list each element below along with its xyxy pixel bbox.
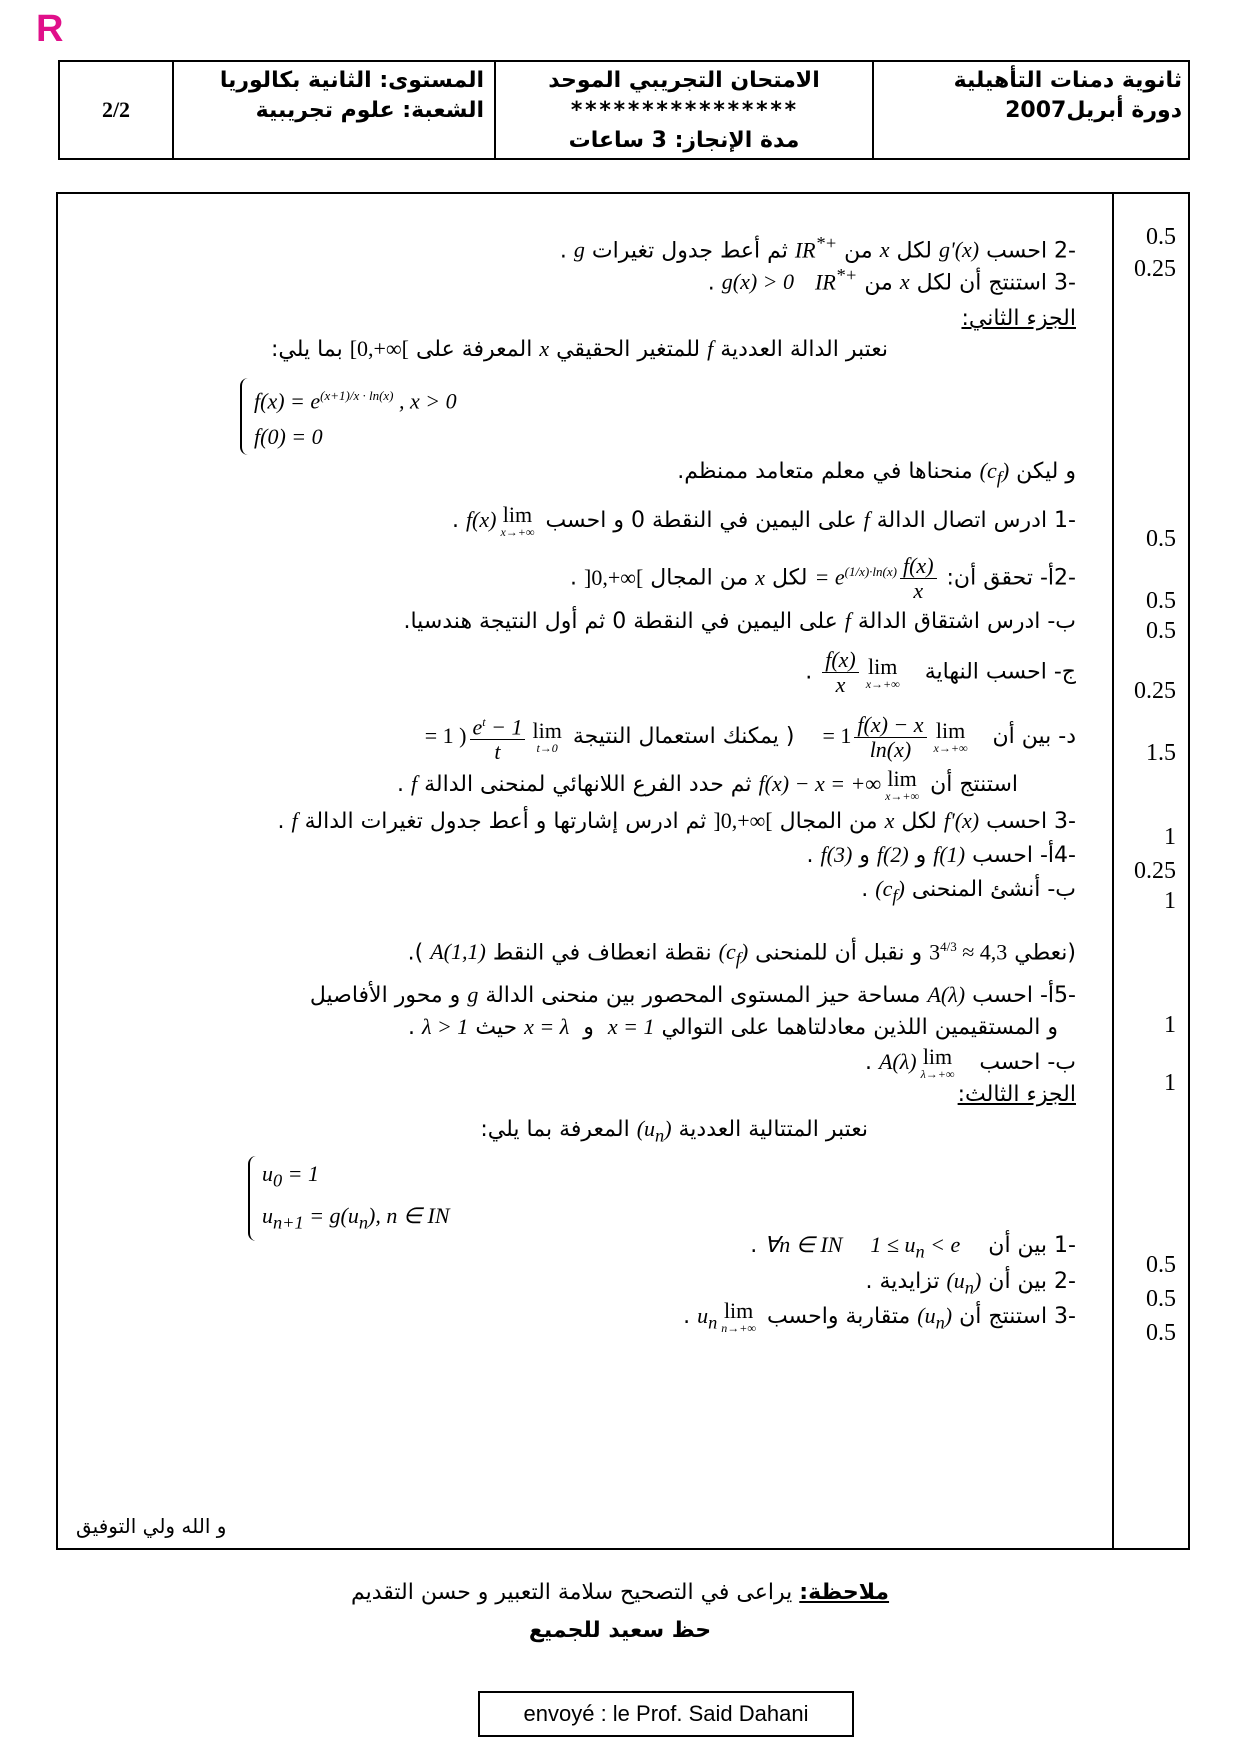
session: دورة أبريل2007 [1005, 98, 1182, 123]
closing-line: و الله ولي التوفيق [76, 1514, 227, 1538]
good-luck: حظ سعيد للجميع [528, 1618, 712, 1643]
p2-question-2c: ج- احسب النهاية lim x→+∞ $\frac{f(x)}{x}$ . [805, 647, 1076, 697]
stars-divider: **************** [570, 98, 798, 123]
p2-question-5a: -5أ- احسب A(λ) مساحة حيز المستوى المحصور بين منحنى الدالة g و محور الأفاصيل [309, 982, 1076, 1008]
p1-question-3: -3 استنتج أن لكل x من IR*+ g(x) > 0 . [707, 265, 1076, 296]
exam-body [56, 192, 1190, 1550]
correction-note [0, 1580, 1240, 1605]
p2-intro: نعتبر الدالة العددية f للمتغير الحقيقي x المعرفة على [0,+∞[ بما يلي: [271, 336, 888, 362]
level-label: المستوى: الثانية بكالوريا [219, 68, 484, 93]
exam-header [58, 60, 1190, 160]
p2-question-3: -3 احسب f'(x) لكل x من المجال ]0,+∞[ ثم ادرس إشارتها و أعط جدول تغيرات الدالة f . [277, 808, 1076, 834]
points-value: 1.5 [1146, 740, 1176, 766]
points-value: 1 [1164, 1070, 1176, 1096]
footer-credit: envoyé : le Prof. Said Dahani [478, 1691, 854, 1737]
p2-given: (نعطي $3^{4/3} \approx 4,3$ و نقبل أن للمنحنى $(c_f)$ نقطة انعطاف في النقط A(1,1) ). [407, 939, 1076, 969]
duration: مدة الإنجاز: 3 ساعات [568, 128, 800, 153]
points-value: 1 [1164, 1012, 1176, 1038]
p3-question-1: -1 بين أن $1 \le u_n < e$ ∀n ∈ IN . [750, 1232, 1076, 1262]
points-column [1112, 194, 1188, 1548]
p2-curve: و ليكن $(c_f)$ منحناها في معلم متعامد ممنظم. [677, 458, 1076, 488]
part2-title: الجزء الثاني: [961, 306, 1076, 331]
points-value: 0.5 [1146, 1286, 1176, 1312]
school-cell [874, 62, 1192, 158]
note-label: ملاحظة: [799, 1580, 890, 1605]
points-value: 1 [1164, 888, 1176, 914]
points-value: 0.5 [1146, 1252, 1176, 1278]
p1-question-2: -2 احسب g'(x) لكل x من IR*+ ثم أعط جدول تغيرات g . [559, 233, 1076, 264]
page-number: 2/2 [60, 62, 174, 158]
f-definition-system: $f(x) = e^{(x+1)/x \cdot ln(x)}$ , x > 0 f(0) = 0 [240, 378, 457, 455]
level-cell [174, 62, 496, 158]
points-value: 0.5 [1146, 588, 1176, 614]
points-value: 0.25 [1134, 858, 1176, 884]
points-value: 0.25 [1134, 678, 1176, 704]
branch-label: الشعبة: علوم تجريبية [255, 98, 484, 123]
p2-question-5b: ب- احسب lim λ→+∞ A(λ) . [864, 1044, 1076, 1081]
p3-question-3: -3 استنتج أن $(u_n)$ متقاربة واحسب lim n→+∞ $u_n$ . [683, 1298, 1076, 1335]
p2-question-5a-cont: و المستقيمين اللذين معادلتاهما على التوالي x = 1 و x = λ حيث λ > 1 . [407, 1014, 1058, 1040]
exam-title: الامتحان التجريبي الموحد [548, 68, 820, 93]
points-value: 0.5 [1146, 1320, 1176, 1346]
p3-intro: نعتبر المتتالية العددية $(u_n)$ المعرفة بما يلي: [480, 1116, 868, 1146]
sequence-definition: $u_0 = 1$ $u_{n+1} = g(u_n)$, n ∈ IN [248, 1156, 450, 1241]
p2-question-2d: د- بين أن lim x→+∞ $\frac{f(x) - x}{\ln(x)}$ = 1 ( يمكنك استعمال النتيجة lim t→0 $\frac{e^t - 1}{t}$ = 1 ) [424, 711, 1076, 765]
points-value: 0.5 [1146, 618, 1176, 644]
logo: R [36, 8, 64, 50]
p2-question-4a: -4أ- احسب f(1) و f(2) و f(3) . [806, 842, 1076, 868]
points-value: 0.25 [1134, 256, 1176, 282]
points-value: 1 [1164, 824, 1176, 850]
school-name: ثانوية دمنات التأهيلية [953, 68, 1182, 93]
exam-cell [496, 62, 874, 158]
note-text: يراعى في التصحيح سلامة التعبير و حسن التقديم [350, 1580, 793, 1605]
part3-title: الجزء الثالث: [957, 1082, 1076, 1107]
p2-question-2a: -2أ- تحقق أن: $\frac{f(x)}{x}$ = $e^{(1/x)\cdot ln(x)}$ لكل x من المجال ]0,+∞[ . [570, 553, 1076, 603]
p2-question-2b: ب- ادرس اشتقاق الدالة f على اليمين في النقطة 0 ثم أول النتيجة هندسيا. [403, 608, 1076, 634]
points-value: 0.5 [1146, 526, 1176, 552]
p2-question-4b: ب- أنشئ المنحنى $(c_f)$ . [861, 876, 1076, 906]
p2-question-1: -1 ادرس اتصال الدالة f على اليمين في النقطة 0 و احسب lim x→+∞ f(x) . [451, 502, 1076, 539]
points-value: 0.5 [1146, 224, 1176, 250]
p3-question-2: -2 بين أن $(u_n)$ تزايدية . [865, 1268, 1076, 1298]
p2-question-2e: استنتج أن lim x→+∞ f(x) − x = +∞ ثم حدد الفرع اللانهائي لمنحنى الدالة f . [396, 766, 1018, 803]
